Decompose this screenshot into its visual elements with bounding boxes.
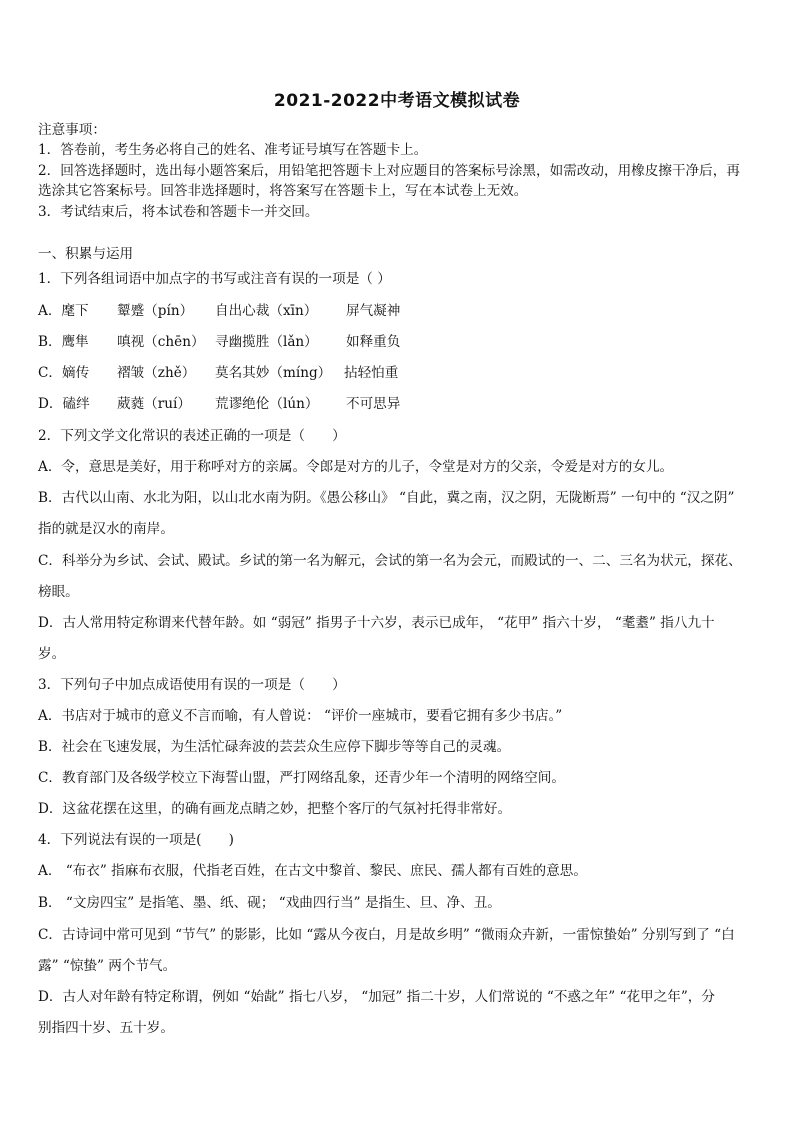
q1-option-d-word2: 葳蕤（ruí） <box>117 396 191 412</box>
notice-heading: 注意事项： <box>38 122 106 138</box>
q2-option-line: 岁。 <box>38 646 66 662</box>
q1-option-b-word4: 如释重负 <box>346 334 401 350</box>
question-stem: 4．下列说法有误的一项是( ) <box>38 832 234 848</box>
q4-option-line: 别指四十岁、五十岁。 <box>38 1020 174 1036</box>
q3-option-line: B．社会在飞速发展，为生活忙碌奔波的芸芸众生应停下脚步等等自己的灵魂。 <box>38 739 511 755</box>
q1-option-a-word1: A．麾下 <box>38 303 89 319</box>
notice-item: 1．答卷前，考生务必将自己的姓名、准考证号填写在答题卡上。 <box>38 142 428 158</box>
q4-option-line: C．古诗词中常可见到 “节气” 的影影，比如 “露从今夜白，月是故乡明” “微雨众卉新，一雷惊蛰始” 分别写到了 “白 <box>38 927 735 943</box>
q1-option-a-word2: 颦蹙（pín） <box>117 303 194 319</box>
q1-option-c-word3: 莫名其妙（míng） <box>215 365 332 381</box>
q1-option-b-word3: 寻幽揽胜（lǎn） <box>215 334 318 350</box>
notice-item: 3．考试结束后，将本试卷和答题卡一并交回。 <box>38 204 319 220</box>
q1-option-b-word2: 嗔视（chēn） <box>117 334 205 350</box>
page-title: 2021-2022中考语文模拟试卷 <box>273 91 521 111</box>
q4-option-line: B． “文房四宝” 是指笔、墨、纸、砚； “戏曲四行当” 是指生、旦、净、丑。 <box>38 895 501 911</box>
section-heading: 一、积累与运用 <box>38 246 134 262</box>
q2-option-line: B．古代以山南、水北为阳，以山北水南为阴。《愚公移山》 “自此，冀之南，汉之阴，无陇断焉” 一句中的 “汉之阴” <box>38 490 735 506</box>
q1-option-d-word4: 不可思异 <box>346 396 401 412</box>
q1-option-c-word2: 褶皱（zhě） <box>117 365 196 381</box>
q1-option-d-word1: D．磕绊 <box>38 396 90 412</box>
question-stem: 3．下列句子中加点成语使用有误的一项是（ ） <box>38 677 346 693</box>
q2-option-line: D．古人常用特定称谓来代替年龄。如 “弱冠” 指男子十六岁，表示已成年， “花甲” 指六十岁， “耄耋” 指八九十 <box>38 615 715 631</box>
question-stem: 1．下列各组词语中加点字的书写或注音有误的一项是（ ） <box>38 271 391 287</box>
q2-option-line: 榜眼。 <box>38 584 79 600</box>
q1-option-d-word3: 荒谬绝伦（lún） <box>215 396 319 412</box>
q1-option-a-word4: 屏气凝神 <box>346 303 401 319</box>
q3-option-line: A．书店对于城市的意义不言而喻，有人曾说： “评价一座城市，要看它拥有多少书店。” <box>38 708 563 724</box>
q3-option-line: C．教育部门及各级学校立下海誓山盟，严打网络乱象，还青少年一个清明的网络空间。 <box>38 770 565 786</box>
q4-option-line: D．古人对年龄有特定称谓，例如 “始龀” 指七八岁， “加冠” 指二十岁，人们常说的 “不惑之年” “花甲之年”，分 <box>38 989 715 1005</box>
q4-option-line: 露” “惊蛰” 两个节气。 <box>38 958 177 974</box>
question-stem: 2．下列文学文化常识的表述正确的一项是（ ） <box>38 428 346 444</box>
q2-option-line: 指的就是汉水的南岸。 <box>38 521 174 537</box>
q2-option-line: A．令，意思是美好，用于称呼对方的亲属。令郎是对方的儿子，令堂是对方的父亲，令爱是对方的女儿。 <box>38 459 674 475</box>
q3-option-line: D．这盆花摆在这里，的确有画龙点睛之妙，把整个客厅的气氛衬托得非常好。 <box>38 801 512 817</box>
q1-option-b-word1: B．鹰隼 <box>38 334 89 350</box>
q1-option-c-word4: 拈轻怕重 <box>344 365 399 381</box>
q4-option-line: A． “布衣” 指麻布衣服，代指老百姓，在古文中黎首、黎民、庶民、孺人都有百姓的意思。 <box>38 863 587 879</box>
q1-option-c-word1: C．嫡传 <box>38 365 90 381</box>
q1-option-a-word3: 自出心裁（xīn） <box>215 303 318 319</box>
notice-item: 2．回答选择题时，选出每小题答案后，用铅笔把答题卡上对应题目的答案标号涂黑，如需改动，用橡皮擦干净后，再 <box>38 163 740 179</box>
notice-item: 选涂其它答案标号。回答非选择题时，将答案写在答题卡上，写在本试卷上无效。 <box>38 183 528 199</box>
q2-option-line: C．科举分为乡试、会试、殿试。乡试的第一名为解元，会试的第一名为会元，而殿试的一、二、三名为状元，探花、 <box>38 553 742 569</box>
